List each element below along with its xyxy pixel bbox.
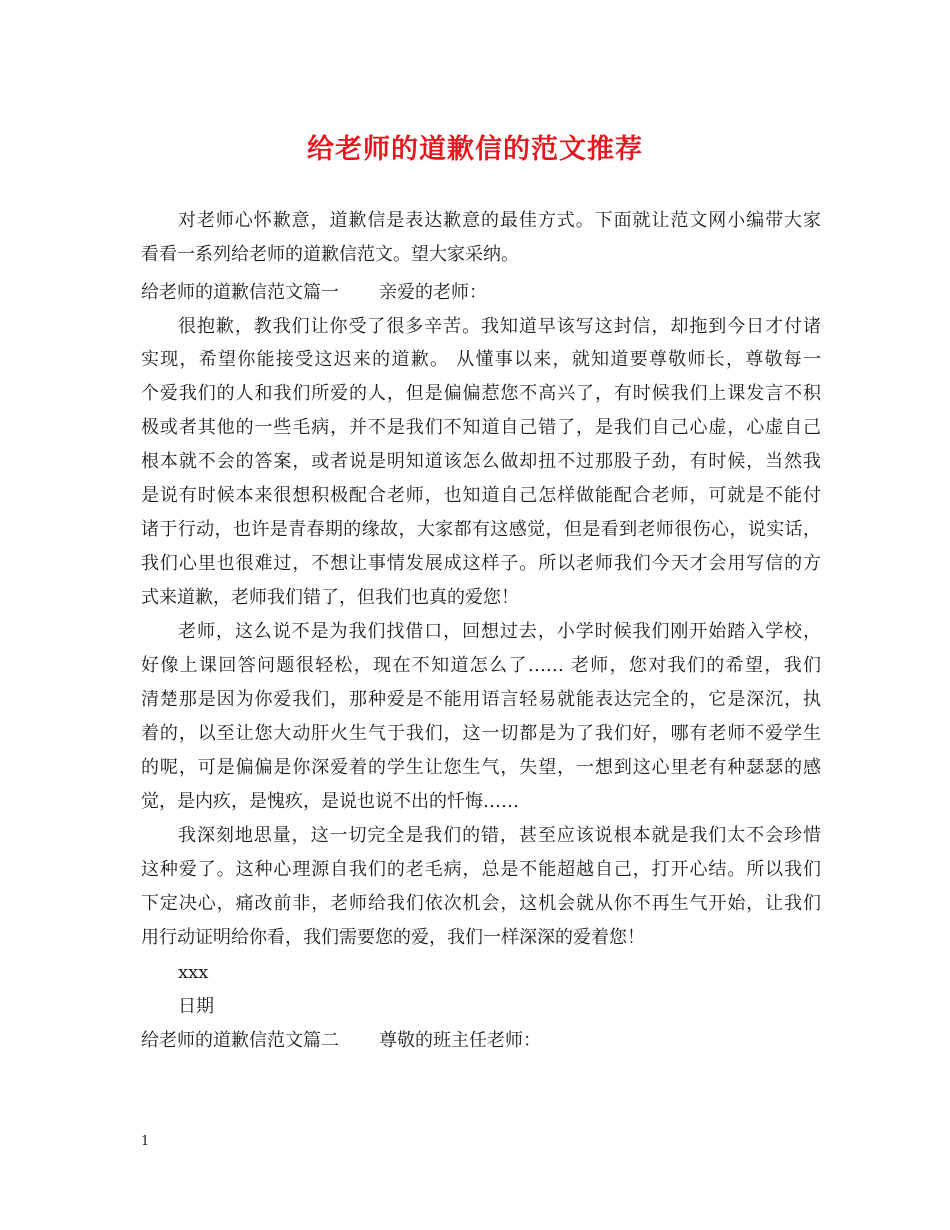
para3-line: 这种爱了。这种心理源自我们的老毛病，总是不能超越自己，打开心结。所以我们 bbox=[141, 859, 821, 880]
page-number: 1 bbox=[141, 1134, 150, 1149]
intro-line-1: 对老师心怀歉意，道歉信是表达歉意的最佳方式。下面就让范文网小编带大家 bbox=[178, 210, 821, 231]
para3-line: 用行动证明给你看，我们需要您的爱，我们一样深深的爱着您！ bbox=[141, 927, 645, 948]
signature: xxx bbox=[178, 962, 209, 983]
section1-heading: 给老师的道歉信范文篇一 bbox=[141, 282, 339, 303]
para3-line: 我深刻地思量，这一切完全是我们的错，甚至应该说根本就是我们太不会珍惜 bbox=[178, 825, 821, 846]
intro-line-2: 看看一系列给老师的道歉信范文。望大家采纳。 bbox=[141, 244, 519, 265]
section2-salutation: 尊敬的班主任老师： bbox=[379, 1030, 541, 1051]
para2-line: 好像上课回答问题很轻松，现在不知道怎么了…… 老师，您对我们的希望，我们 bbox=[141, 655, 821, 676]
para1-line: 极或者其他的一些毛病，并不是我们不知道自己错了，是我们自己心虚，心虚自己 bbox=[141, 417, 821, 438]
para2-line: 觉，是内疚，是愧疚，是说也说不出的忏悔…… bbox=[141, 791, 519, 812]
section1-heading-line bbox=[141, 278, 821, 308]
para1-line: 式来道歉，老师我们错了，但我们也真的爱您！ bbox=[141, 587, 519, 608]
para1-line: 很抱歉，教我们让你受了很多辛苦。我知道早该写这封信，却拖到今日才付诸 bbox=[178, 316, 821, 337]
para1-line: 是说有时候本来很想积极配合老师，也知道自己怎样做能配合老师，可就是不能付 bbox=[141, 485, 821, 506]
para1-line: 我们心里也很难过，不想让事情发展成这样子。所以老师我们今天才会用写信的方 bbox=[141, 553, 821, 574]
document-title: 给老师的道歉信的范文推荐 bbox=[307, 134, 643, 165]
section2-heading: 给老师的道歉信范文篇二 bbox=[141, 1030, 339, 1051]
para1-line: 实现，希望你能接受这迟来的道歉。 从懂事以来，就知道要尊敬师长，尊敬每一 bbox=[141, 349, 821, 370]
para2-line: 清楚那是因为你爱我们，那种爱是不能用语言轻易就能表达完全的，它是深沉，执 bbox=[141, 689, 821, 710]
section1-salutation: 亲爱的老师： bbox=[379, 282, 487, 303]
date-label: 日期 bbox=[178, 996, 214, 1017]
para2-line: 的呢，可是偏偏是你深爱着的学生让您生气，失望，一想到这心里老有种瑟瑟的感 bbox=[141, 757, 821, 778]
para2-line: 老师，这么说不是为我们找借口，回想过去，小学时候我们刚开始踏入学校， bbox=[178, 621, 821, 642]
para2-line: 着的，以至让您大动肝火生气于我们，这一切都是为了我们好，哪有老师不爱学生 bbox=[141, 723, 821, 744]
para1-line: 个爱我们的人和我们所爱的人，但是偏偏惹您不高兴了，有时候我们上课发言不积 bbox=[141, 383, 821, 404]
para1-line: 根本就不会的答案，或者说是明知道该怎么做却扭不过那股子劲，有时候，当然我 bbox=[141, 451, 821, 472]
section2-heading-line bbox=[141, 1026, 821, 1056]
para1-line: 诸于行动，也许是青春期的缘故，大家都有这感觉，但是看到老师很伤心，说实话， bbox=[141, 519, 821, 540]
para3-line: 下定决心，痛改前非，老师给我们依次机会，这机会就从你不再生气开始，让我们 bbox=[141, 893, 821, 914]
